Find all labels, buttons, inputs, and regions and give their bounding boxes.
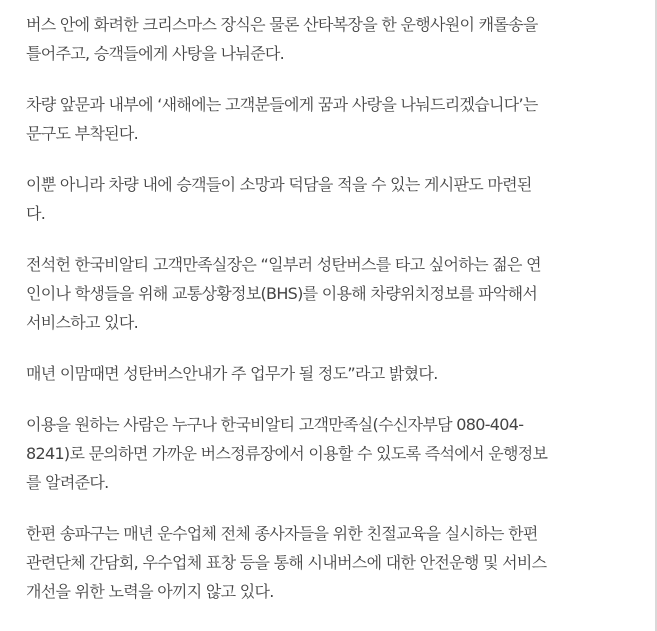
paragraph-quote-end: 매년 이맘때면 성탄버스안내가 주 업무가 될 정도”라고 밝혔다. (26, 364, 438, 383)
article-body (26, 10, 638, 606)
paragraph-door-phrase: 차량 앞문과 내부에 ‘새해에는 고객분들에게 꿈과 사랑을 나눠드리겠습니다’는 문구도 부착된다. (26, 95, 538, 143)
paragraph-songpa-training: 한편 송파구는 매년 운수업체 전체 종사자들을 위한 친절교육을 실시하는 한편 관련단체 간담회, 우수업체 표창 등을 통해 시내버스에 대한 안전운행 및 서비스 개선을 위한 노력을 아끼지 않고 있다. (26, 524, 547, 601)
paragraph-manager-quote: 전석헌 한국비알티 고객만족실장은 “일부러 성탄버스를 타고 싶어하는 젊은 연 인이나 학생들을 위해 교통상황정보(BHS)를 이용해 차량위치정보를 파악해서 서비스하고 있다. (26, 255, 541, 332)
paragraph-christmas-decor: 버스 안에 화려한 크리스마스 장식은 물론 산타복장을 한 운행사원이 캐롤송을 틀어주고, 승객들에게 사탕을 나눠준다. (26, 15, 538, 63)
paragraph-message-board: 이뿐 아니라 차량 내에 승객들이 소망과 덕담을 적을 수 있는 게시판도 마련된 다. (26, 175, 532, 223)
paragraph-contact-info: 이용을 원하는 사람은 누구나 한국비알티 고객만족실(수신자부담 080-404- 8241)로 문의하면 가까운 버스정류장에서 이용할 수 있도록 즉석에서 운행정보 를 알려준다. (26, 415, 548, 492)
